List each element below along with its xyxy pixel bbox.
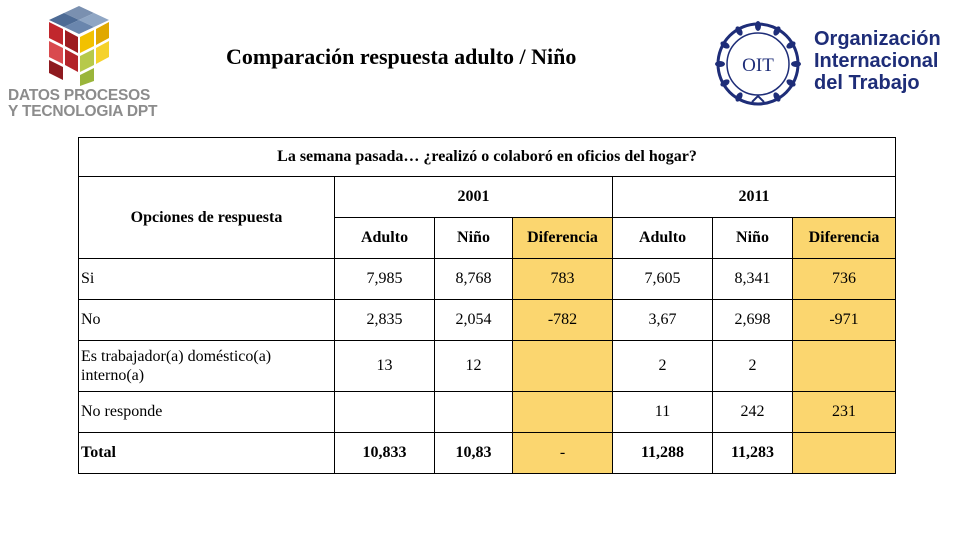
- cube-logo-icon: [34, 4, 124, 86]
- table-cell: [793, 341, 896, 392]
- row-label: No: [79, 300, 335, 341]
- row-label: Total: [79, 433, 335, 474]
- table-cell: [335, 392, 435, 433]
- table-cell: [513, 392, 613, 433]
- table-cell: 11: [613, 392, 713, 433]
- ilo-logo: [712, 18, 952, 118]
- ilo-seal-icon: [712, 18, 804, 110]
- table-cell: [513, 341, 613, 392]
- table-cell: [435, 392, 513, 433]
- year-header-2011: 2011: [613, 177, 896, 218]
- table-cell: 8,768: [435, 259, 513, 300]
- table-cell: 13: [335, 341, 435, 392]
- col-header-nino: Niño: [713, 218, 793, 259]
- table-cell: 783: [513, 259, 613, 300]
- table-cell: -971: [793, 300, 896, 341]
- table-row: [79, 341, 896, 392]
- ilo-name-line2: Internacional: [814, 50, 939, 72]
- table-cell: 7,605: [613, 259, 713, 300]
- col-header-adulto: Adulto: [613, 218, 713, 259]
- table-cell: 2,835: [335, 300, 435, 341]
- table-cell: 2,698: [713, 300, 793, 341]
- table-cell: 736: [793, 259, 896, 300]
- table-cell: 10,833: [335, 433, 435, 474]
- table-cell: 2,054: [435, 300, 513, 341]
- table-cell: -: [513, 433, 613, 474]
- ilo-name: [814, 28, 941, 94]
- table-row: [79, 300, 896, 341]
- table-cell: 3,67: [613, 300, 713, 341]
- table-row: [79, 392, 896, 433]
- options-header: Opciones de respuesta: [79, 177, 335, 259]
- table-row: [79, 259, 896, 300]
- col-header-nino: Niño: [435, 218, 513, 259]
- page-title: Comparación respuesta adulto / Niño: [226, 44, 577, 69]
- comparison-table: [78, 137, 896, 474]
- table-cell: 10,83: [435, 433, 513, 474]
- row-label: Si: [79, 259, 335, 300]
- table-cell: 242: [713, 392, 793, 433]
- col-header-adulto: Adulto: [335, 218, 435, 259]
- table-cell: 12: [435, 341, 513, 392]
- table-cell: [793, 433, 896, 474]
- logo-left-line2: Y TECNOLOGIA DPT: [8, 103, 158, 120]
- table-cell: 11,283: [713, 433, 793, 474]
- ilo-name-line1: Organización: [814, 28, 941, 50]
- table-cell: -782: [513, 300, 613, 341]
- year-header-2001: 2001: [335, 177, 613, 218]
- ilo-name-line3: del Trabajo: [814, 72, 920, 94]
- dpt-logo: [8, 4, 163, 124]
- table-cell: 231: [793, 392, 896, 433]
- logo-left-line1: DATOS PROCESOS: [8, 87, 151, 104]
- table-cell: 7,985: [335, 259, 435, 300]
- seal-label: OIT: [742, 55, 774, 76]
- col-header-diferencia: Diferencia: [513, 218, 613, 259]
- row-label: Es trabajador(a) doméstico(a) interno(a): [79, 341, 335, 392]
- table-cell: 11,288: [613, 433, 713, 474]
- table-row-total: [79, 433, 896, 474]
- table-cell: 8,341: [713, 259, 793, 300]
- table-cell: 2: [613, 341, 713, 392]
- col-header-diferencia: Diferencia: [793, 218, 896, 259]
- table-cell: 2: [713, 341, 793, 392]
- question-header: La semana pasada… ¿realizó o colaboró en oficios del hogar?: [79, 138, 896, 177]
- row-label: No responde: [79, 392, 335, 433]
